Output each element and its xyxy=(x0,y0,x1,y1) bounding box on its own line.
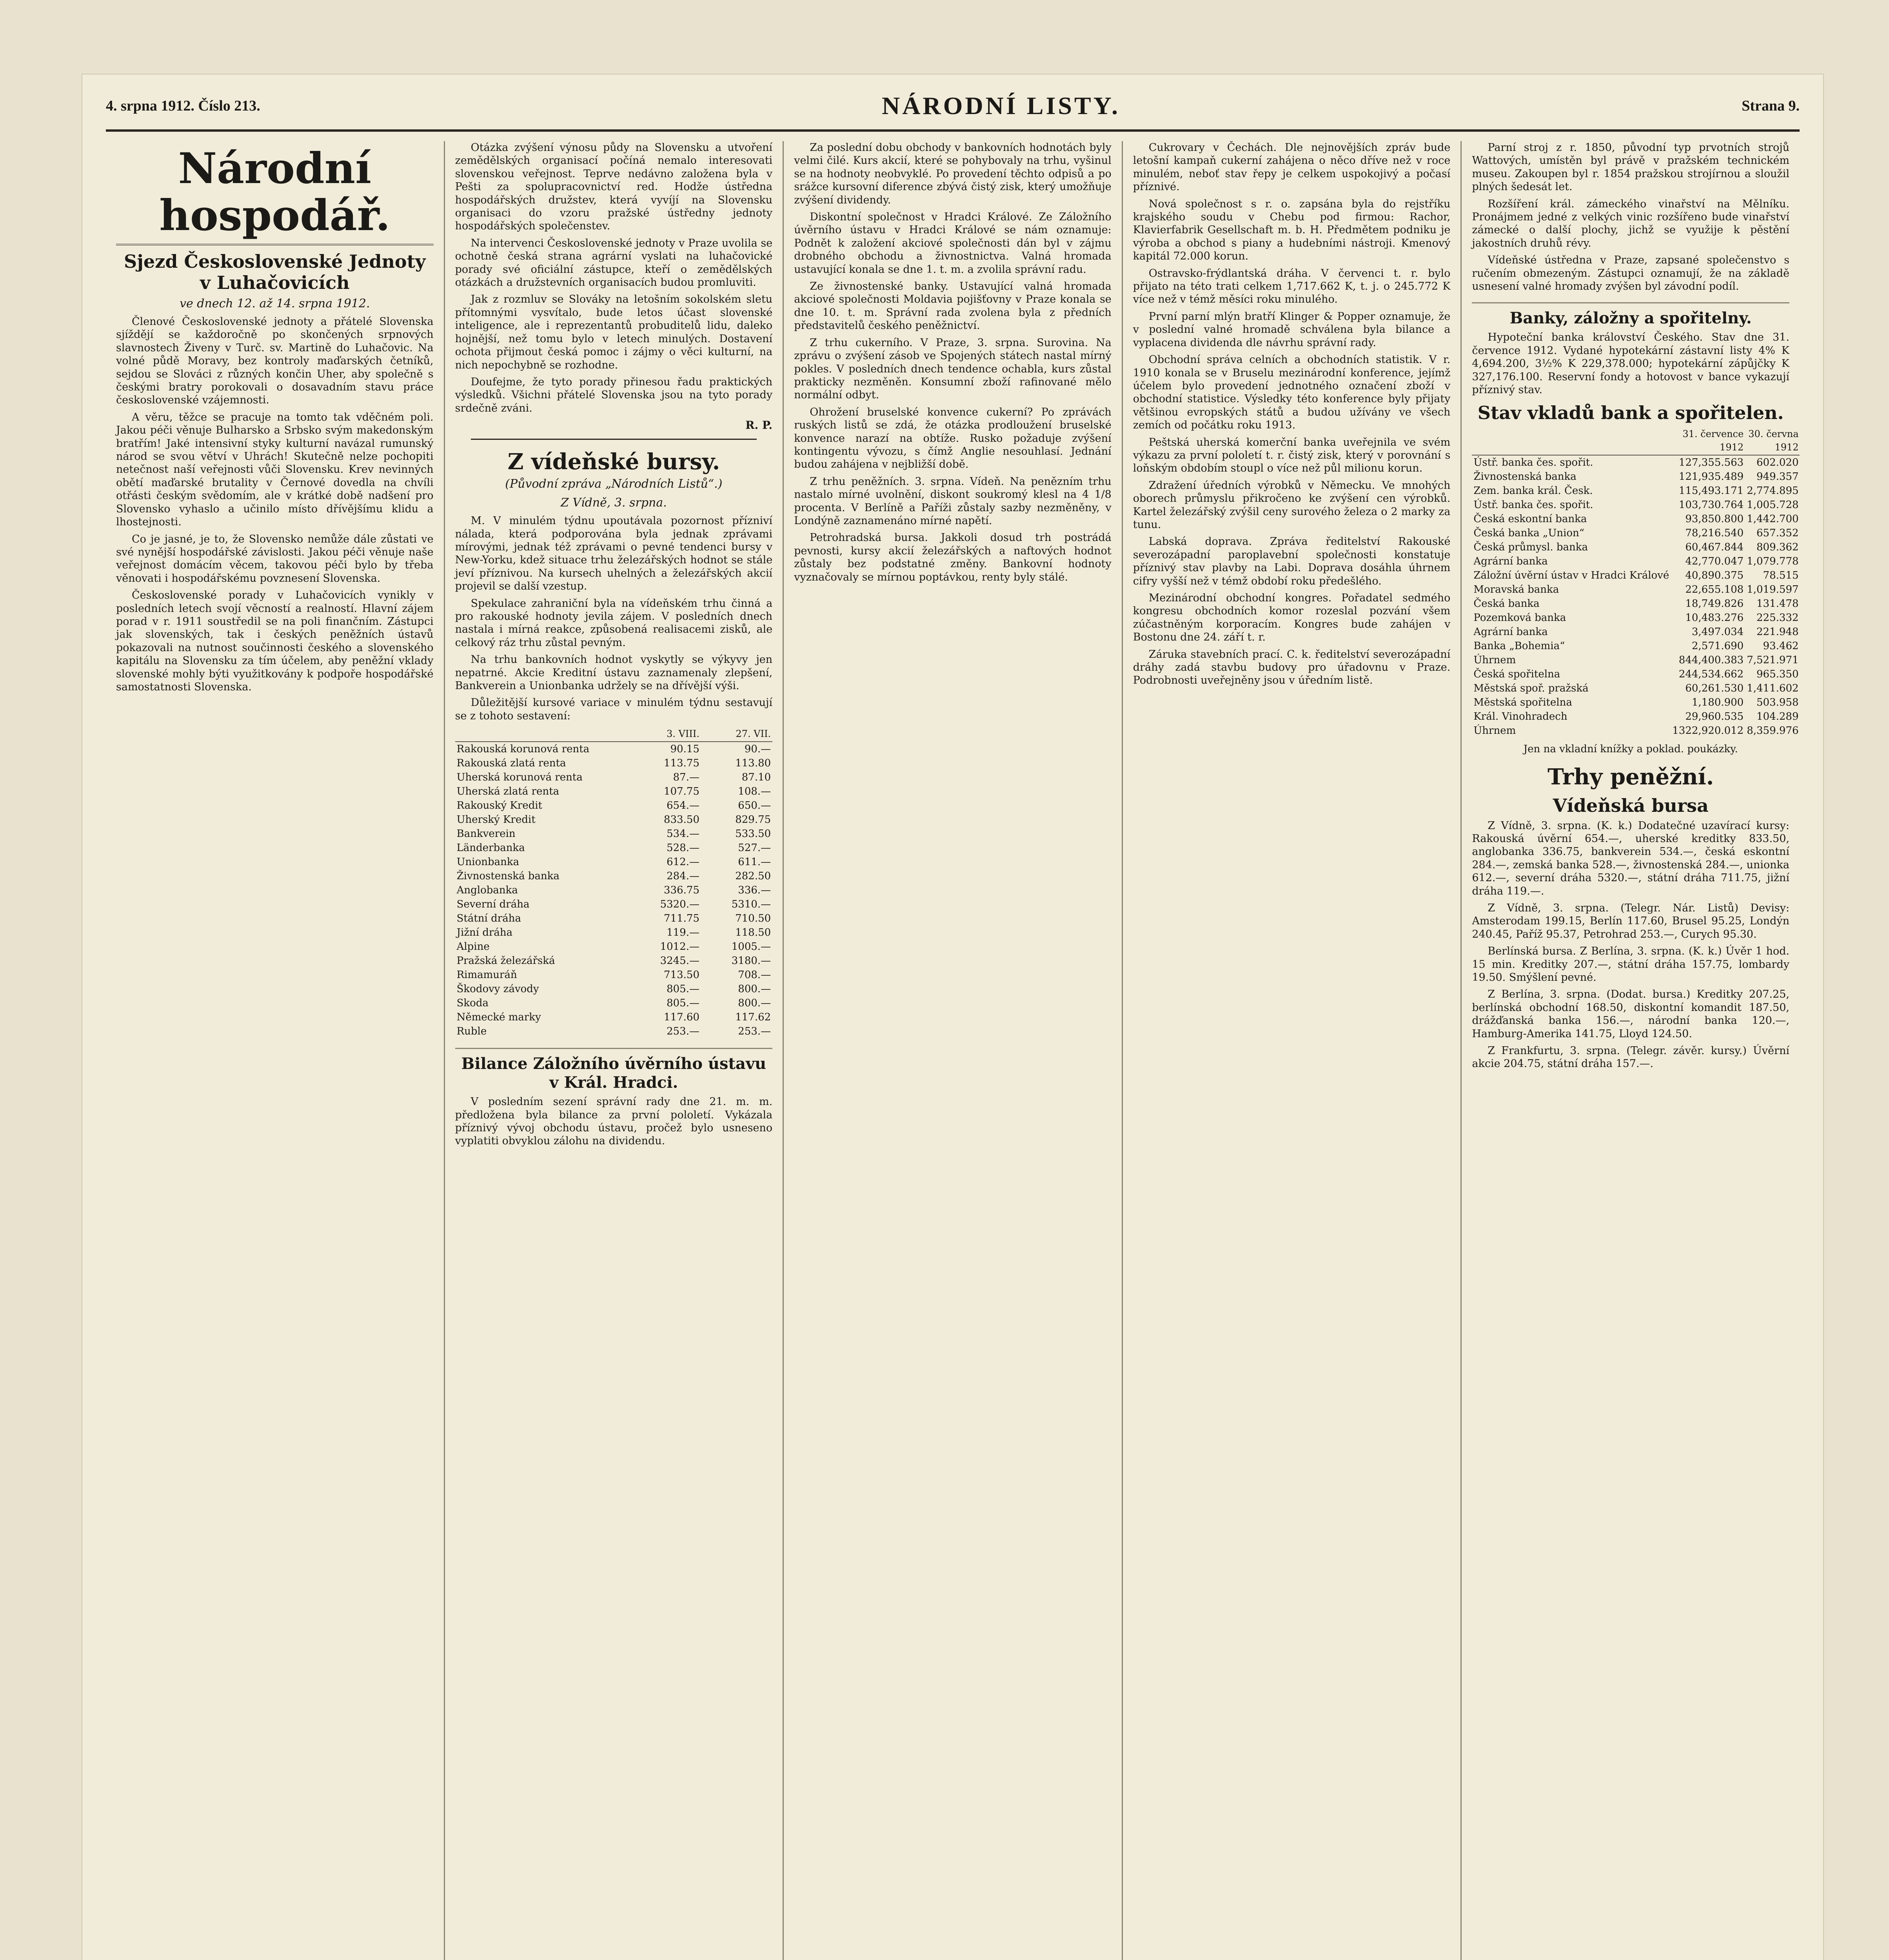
table-cell: Česká průmysl. banka xyxy=(1473,541,1588,553)
table-cell: 3,497.034 xyxy=(1691,626,1744,638)
table-row xyxy=(1472,653,1800,667)
table-row xyxy=(1472,554,1800,568)
table-row xyxy=(1472,583,1800,597)
table-cell: 1,079.778 xyxy=(1747,555,1799,567)
table-cell: 534.— xyxy=(667,828,700,840)
columns xyxy=(106,141,1800,1960)
table-cell: 708.— xyxy=(738,969,771,981)
article-paragraph: Otázka zvýšení výnosu půdy na Slovensku a utvoření zemědělských organisací počíná nemalo interesovati slovenskou veřejnost. Teprve nedávno založena byla v Pešti za spolupracovnictví red. Hodže ústředna hospodářských družstev, která vyvíjí na Slovensku organisaci do vzoru pražské ústředny jednoty hospodářských společenstev. xyxy=(455,142,773,232)
article-paragraph: Ze živnostenské banky. Ustavující valná hromada akciové společnosti Moldavia pojišťovny v Praze konala se dne 10. t. m. Správní rada zvolena byla z předních představitelů českého peněžnictví. xyxy=(794,280,1112,332)
table-title: Stav vkladů bank a spořitelen. xyxy=(1477,402,1784,423)
table-cell: Ústř. banka čes. spořit. xyxy=(1473,499,1593,511)
table-cell: 654.— xyxy=(667,800,700,812)
table-cell: 282.50 xyxy=(735,870,771,882)
section-rubric: Národní hospodář. xyxy=(116,145,434,245)
table-cell: 800.— xyxy=(738,983,771,995)
article-paragraph: Jak z rozmluv se Slováky na letošním sokolském sletu přítomnými vysvítalo, bude letos účast slovenské inteligence, ale i reprezentantů probuditelů lidu, daleko hojnější, než tomu bylo v letech minulých. Dostavení ochota přijmout česká pomoc i zájmy o věci kulturní, na nich nepochybně se rozhodne. xyxy=(455,293,773,371)
table-row xyxy=(455,770,773,784)
table-cell: 131.478 xyxy=(1756,597,1799,610)
table-cell: 1,411.602 xyxy=(1747,682,1799,694)
table-cell: 833.50 xyxy=(664,814,700,826)
table-cell: Banka „Bohemia“ xyxy=(1473,640,1565,652)
table-row xyxy=(1472,498,1800,512)
article-paragraph: Z Frankfurtu, 3. srpna. (Telegr. závěr. kursy.) Úvěrní akcie 204.75, státní dráha 157.—. xyxy=(1472,1045,1789,1070)
article-paragraph: Na intervenci Československé jednoty v Praze uvolila se ochotně česká strana agrární vyslati na luhačovické porady své oficiální zástupce, kteří o zemědělských otázkách a družstevních organisacích budou promluviti. xyxy=(455,237,773,289)
table-cell: Živnostenská banka xyxy=(1473,470,1577,483)
table-cell: Agrární banka xyxy=(1473,555,1548,567)
table-cell: 2,571.690 xyxy=(1691,640,1744,652)
table-row xyxy=(455,940,773,954)
table-cell: 90.— xyxy=(744,743,771,755)
section-title: Trhy peněžní. xyxy=(1548,764,1714,790)
table-row xyxy=(455,996,773,1010)
table-cell: Škodovy závody xyxy=(456,983,539,995)
table-cell: 103,730.764 xyxy=(1678,499,1744,511)
table-cell: 93.462 xyxy=(1763,640,1799,652)
page-number: Strana 9. xyxy=(1742,98,1800,114)
table-cell: 93,850.800 xyxy=(1685,513,1744,525)
table-cell: Státní dráha xyxy=(456,913,521,925)
table-cell: 805.— xyxy=(667,983,700,995)
table-row xyxy=(455,954,773,968)
table-cell: 60,467.844 xyxy=(1685,541,1744,553)
table-row xyxy=(1472,568,1800,583)
table-header: 3. VIII. xyxy=(630,726,701,742)
table-row xyxy=(455,968,773,982)
article-paragraph: Záruka stavebních prací. C. k. ředitelství severozápadní dráhy zadá stavbu budovy pro úřadovnu v Praze. Podrobnosti uveřejněny jsou v úředním listě. xyxy=(1133,648,1451,687)
table-cell: 336.— xyxy=(738,884,771,897)
table-row xyxy=(455,1024,773,1038)
table-header-row xyxy=(455,726,773,742)
table-cell: Městská spořitelna xyxy=(1473,696,1572,708)
article-paragraph: Doufejme, že tyto porady přinesou řadu praktických výsledků. Všichni přátelé Slovenska jsou na tyto porady srdečně zváni. xyxy=(455,376,773,414)
table-cell: 1005.— xyxy=(731,941,771,953)
table-cell: Anglobanka xyxy=(456,884,518,897)
column-4 xyxy=(1123,141,1462,1960)
article-paragraph: V posledním sezení správní rady dne 21. m. m. předložena byla bilance za první pololetí. Vykázala příznivý vývoj obchodu ústavu, pročež bylo usneseno vyplatiti obvyklou zálohu na dividendu. xyxy=(455,1096,773,1147)
table-cell: 119.— xyxy=(667,927,700,939)
table-cell: 3180.— xyxy=(731,955,771,967)
table-cell: 805.— xyxy=(667,997,700,1009)
article-paragraph: Členové Československé jednoty a přátelé Slovenska sjíždějí se každoročně po skončených srpnových slavnostech Živeny v Turč. sv. Martině do Luhačovic. Na volné půdě Moravy, bez kontroly maďarských četníků, sejdou se Slováci z různých končin Uher, aby společně s českými bratry porokovali o dosavadním stavu práce československé vzájemnosti. xyxy=(116,316,434,407)
article-paragraph: Obchodní správa celních a obchodních statistik. V r. 1910 konala se v Bruselu mezinárodní konference, jejímž účelem bylo provedení jednotného označení zboží v obchodní statistice. Výsledky této konference byly přijaty většinou evropských států a budou užívány ve všech zemích od počátku roku 1913. xyxy=(1133,354,1451,432)
table-cell: 87.10 xyxy=(741,771,771,784)
article-paragraph: Parní stroj z r. 1850, původní typ prvotních strojů Wattových, umístěn byl právě v pražském technickém museu. Zakoupen byl r. 1854 pražskou strojírnou a sloužil plných šedesát let. xyxy=(1472,142,1789,193)
newspaper-page xyxy=(82,74,1823,1960)
table-cell: 5320.— xyxy=(660,898,700,911)
article-paragraph: Z trhu cukerního. V Praze, 3. srpna. Surovina. Na zprávu o zvýšení zásob ve Spojených státech nastal mírný pokles. V posledních dnech tendence ochabla, kurs zůstal prakticky nezměněn. Konsumní zboží rafinované mělo normální odbyt. xyxy=(794,336,1112,401)
table-row xyxy=(1472,724,1800,738)
article-subtitle: ve dnech 12. až 14. srpna 1912. xyxy=(180,297,370,310)
table-footnote: Jen na vkladní knížky a poklad. poukázky. xyxy=(1523,743,1738,755)
table-cell: 1,019.597 xyxy=(1747,583,1799,595)
table-row xyxy=(1472,526,1800,540)
article-paragraph: Hypoteční banka království Českého. Stav dne 31. července 1912. Vydané hypotekární zástavní listy 4% K 4,694.200, 3½% K 229,378.000; hypotekární zápůjčky K 327,176.100. Reservní fondy a hotovost v bance vykazují příznivý stav. xyxy=(1472,331,1789,396)
table-cell: 78.515 xyxy=(1763,569,1799,581)
table-row xyxy=(1472,639,1800,653)
table-cell: 650.— xyxy=(738,800,771,812)
table-cell: Pražská železářská xyxy=(456,955,555,967)
table-row xyxy=(1472,611,1800,625)
table-cell: 800.— xyxy=(738,997,771,1009)
column-1 xyxy=(106,141,445,1960)
article-paragraph: Za poslední dobu obchody v bankovních hodnotách byly velmi čilé. Kurs akcií, které se pohybovaly na trhu, vyšinul se na hodnoty neobvyklé. Po provedení těchto odpisů a po srážce kursovní diference zbývá čistý zisk, který umožňuje zvýšení dividendy. xyxy=(794,142,1112,206)
article-paragraph: Z trhu peněžních. 3. srpna. Vídeň. Na penězním trhu nastalo mírné uvolnění, diskont soukromý klesl na 4 1/8 procenta. V Berlíně a Paříži zůstaly sazby nezměněny, v Londýně zaznamenáno mírné napětí. xyxy=(794,475,1112,527)
table-cell: 221.948 xyxy=(1756,626,1799,638)
table-cell: Městská spoř. pražská xyxy=(1473,682,1589,694)
table-row xyxy=(455,869,773,883)
table-cell: Rakouský Kredit xyxy=(456,800,543,812)
article-paragraph: Československé porady v Luhačovicích vynikly v posledních letech svojí věcností a realností. Hlavní zájem porad v r. 1911 soustředil se na poli finančním. Zástupci jak slovenských, tak i českých peněžních ústavů pokazovali na nutnost součinnosti českého a slovenského kapitálu na Slovensku za tím účelem, aby peněžní vklady slovenské mohly býti využitkovány k podpoře hospodářské samostatnosti Slovenska. xyxy=(116,589,434,693)
table-cell: Länderbanka xyxy=(456,842,525,854)
table-cell: 527.— xyxy=(738,842,771,854)
table-cell: 8,359.976 xyxy=(1747,724,1799,737)
table-row xyxy=(1472,597,1800,611)
table-cell: 10,483.276 xyxy=(1685,612,1744,624)
table-row xyxy=(455,897,773,911)
table-caption: Důležitější kursové variace v minulém týdnu sestavují se z tohoto sestavení: xyxy=(455,697,773,722)
deposits-table xyxy=(1472,426,1800,738)
table-cell: 244,534.662 xyxy=(1678,668,1744,680)
article-paragraph: Zdražení úředních výrobků v Německu. Ve mnohých oborech průmyslu přikročeno ke zvýšení cen výrobků. Kartel železářský zvýšil ceny surového železa o 2 marky za tunu. xyxy=(1133,479,1451,531)
table-row xyxy=(1472,484,1800,498)
table-cell: 713.50 xyxy=(664,969,700,981)
table-cell: 1,442.700 xyxy=(1747,513,1799,525)
table-cell: Česká spořitelna xyxy=(1473,668,1560,680)
table-cell: 117.60 xyxy=(664,1011,700,1024)
table-cell: Agrární banka xyxy=(1473,626,1548,638)
table-cell: Bankverein xyxy=(456,828,516,840)
table-row xyxy=(455,1010,773,1024)
price-table xyxy=(455,726,773,1038)
table-cell: Zem. banka král. Česk. xyxy=(1473,485,1593,497)
dateline: Z Vídně, 3. srpna. xyxy=(560,496,667,510)
table-row xyxy=(1472,470,1800,484)
table-cell: 18,749.826 xyxy=(1685,597,1744,610)
table-cell: 90.15 xyxy=(670,743,700,755)
table-row xyxy=(455,742,773,756)
table-cell: 40,890.375 xyxy=(1685,569,1744,581)
table-header: 31. července 1912 xyxy=(1671,426,1745,455)
article-paragraph: Na trhu bankovních hodnot vyskytly se výkyvy jen nepatrné. Akcie Kreditní ústavu zaznamenaly zlepšení, Bankverein a Unionbanka udržely se na dřívější výši. xyxy=(455,653,773,692)
article-paragraph: Rozšíření král. zámeckého vinařství na Mělníku. Pronájmem jedné z velkých vinic rozšířeno bude vinařství zámecké o další plochy, jichž se využije k pěstění jakostních druhů révy. xyxy=(1472,198,1789,249)
table-cell: 602.020 xyxy=(1756,456,1799,468)
table-cell: Ruble xyxy=(456,1025,487,1038)
table-header xyxy=(1472,426,1671,455)
table-cell: 7,521.971 xyxy=(1747,654,1799,666)
table-cell: 1322,920.012 xyxy=(1672,724,1744,737)
table-header: 30. června 1912 xyxy=(1745,426,1800,455)
table-row xyxy=(455,813,773,827)
article-paragraph: První parní mlýn bratří Klinger & Popper oznamuje, že v poslední valné hromadě schválena byla bilance a vyplacena dividenda dle návrhu správní rady. xyxy=(1133,310,1451,349)
table-row xyxy=(1472,540,1800,554)
table-cell: 225.332 xyxy=(1756,612,1799,624)
table-cell: 42,770.047 xyxy=(1685,555,1744,567)
table-cell: Uherská zlatá renta xyxy=(456,786,559,798)
table-cell: 809.362 xyxy=(1756,541,1799,553)
table-cell: Unionbanka xyxy=(456,856,519,868)
table-cell: 117.62 xyxy=(735,1011,771,1024)
table-cell: 711.75 xyxy=(664,913,700,925)
table-cell: 528.— xyxy=(667,842,700,854)
table-cell: 3245.— xyxy=(660,955,700,967)
table-cell: Úhrnem xyxy=(1473,724,1516,737)
author-signature: R. P. xyxy=(745,419,773,432)
table-cell: 336.75 xyxy=(664,884,700,897)
table-row xyxy=(1472,710,1800,724)
table-cell: 115,493.171 xyxy=(1678,485,1744,497)
table-cell: Skoda xyxy=(456,997,489,1009)
table-cell: 60,261.530 xyxy=(1685,682,1744,694)
table-cell: Moravská banka xyxy=(1473,583,1559,595)
table-row xyxy=(1472,667,1800,681)
divider xyxy=(471,439,757,440)
table-row xyxy=(455,982,773,996)
table-row xyxy=(1472,681,1800,695)
table-cell: Živnostenská banka xyxy=(456,870,559,882)
table-cell: 657.352 xyxy=(1756,527,1799,539)
article-paragraph: Peštská uherská komerční banka uveřejnila ve svém výkazu za první pololetí t. r. čistý zisk, který v porovnání s loňským obdobím stoupl o více než půl milionu korun. xyxy=(1133,436,1451,475)
table-cell: Záložní úvěrní ústav v Hradci Králové xyxy=(1473,569,1669,581)
table-cell: 253.— xyxy=(738,1025,771,1038)
table-cell: 113.75 xyxy=(664,757,700,769)
table-cell: Severní dráha xyxy=(456,898,530,911)
table-cell: Česká banka xyxy=(1473,597,1540,610)
table-cell: 611.— xyxy=(738,856,771,868)
column-2 xyxy=(445,141,784,1960)
table-cell: 108.— xyxy=(738,786,771,798)
section-title: Z vídeňské bursy. xyxy=(507,449,720,475)
table-cell: 829.75 xyxy=(735,814,771,826)
table-row xyxy=(455,911,773,926)
table-row xyxy=(455,799,773,813)
section-subtitle: Vídeňská bursa xyxy=(1553,795,1709,816)
table-cell: 2,774.895 xyxy=(1747,485,1799,497)
table-cell: 113.80 xyxy=(735,757,771,769)
table-cell: 284.— xyxy=(667,870,700,882)
article-paragraph: Ostravsko-frýdlantská dráha. V červenci t. r. bylo přijato na této trati celkem 1,717.662 K, t. j. o 245.772 K více než v témž měsíci roku minulého. xyxy=(1133,267,1451,306)
article-title: Bilance Záložního úvěrního ústavu v Král. Hradci. xyxy=(455,1048,773,1092)
table-cell: Německé marky xyxy=(456,1011,541,1024)
article-paragraph: Ohrožení bruselské konvence cukerní? Po zprávách ruských listů se zdá, že otázka prodloužení bruselské konvence narazí na obtíže. Rusko požaduje zvýšení kontingentu vývozu, s čímž Anglie nesouhlasí. Jednání budou zahájena v nejbližší době. xyxy=(794,406,1112,471)
table-header-row xyxy=(1472,426,1800,455)
table-row xyxy=(1472,695,1800,710)
table-row xyxy=(455,855,773,869)
table-cell: Rakouská zlatá renta xyxy=(456,757,566,769)
table-row xyxy=(455,883,773,897)
article-paragraph: Labská doprava. Zpráva ředitelství Rakouské severozápadní paroplavební společnosti konstatuje příznivý stav plavby na Labi. Doprava dosáhla úhrnem cifry vyšší než v témž období roku předešlého. xyxy=(1133,535,1451,587)
table-cell: 949.357 xyxy=(1756,470,1799,483)
issue-date: 4. srpna 1912. Číslo 213. xyxy=(106,98,260,114)
table-cell: Uherský Kredit xyxy=(456,814,536,826)
table-cell: Král. Vinohradech xyxy=(1473,710,1568,722)
table-cell: 118.50 xyxy=(735,927,771,939)
table-row xyxy=(1472,455,1800,470)
table-row xyxy=(1472,625,1800,639)
table-cell: 22,655.108 xyxy=(1685,583,1744,595)
table-cell: Ústř. banka čes. spořit. xyxy=(1473,456,1593,468)
article-paragraph: Mezinárodní obchodní kongres. Pořadatel sedmého kongresu obchodních komor rozeslal pozvání všem zúčastněným korporacím. Kongres bude zahájen v Bostonu dne 24. září t. r. xyxy=(1133,592,1451,644)
table-cell: 253.— xyxy=(667,1025,700,1038)
article-paragraph: Spekulace zahraniční byla na vídeňském trhu činná a pro rakouské hodnoty jevila zájem. V posledních dnech nastala i mírná reakce, způsobená realisacemi zisků, ale celkový ráz trhu zůstal pevným. xyxy=(455,597,773,649)
article-paragraph: Co je jasné, je to, že Slovensko nemůže dále zůstati ve své nynější hospodářské závislosti. Jakou péči věnuje naše veřejnost domácím věcem, takovou péči bylo by třeba věnovati i hospodářskému povznesení Slovenska. xyxy=(116,533,434,584)
column-5 xyxy=(1462,141,1800,1960)
table-cell: 5310.— xyxy=(731,898,771,911)
article-title: Sjezd Československé Jednoty v Luhačovicích xyxy=(124,251,426,293)
table-cell: Úhrnem xyxy=(1473,654,1516,666)
article-paragraph: Cukrovary v Čechách. Dle nejnovějších zpráv bude letošní kampaň cukerní zahájena o něco dříve než v roce minulém, neboť stav řepy je celkem uspokojivý a počasí příznivé. xyxy=(1133,142,1451,193)
table-cell: 29,960.535 xyxy=(1685,710,1744,722)
table-cell: Uherská korunová renta xyxy=(456,771,583,784)
table-cell: 1012.— xyxy=(660,941,700,953)
article-paragraph: Z Vídně, 3. srpna. (Telegr. Nár. Listů) Devisy: Amsterodam 199.15, Berlín 117.60, Brusel 95.25, Londýn 240.45, Paříž 95.37, Petrohrad 253.—, Curych 95.30. xyxy=(1472,902,1789,940)
section-title: Banky, záložny a spořitelny. xyxy=(1472,302,1789,328)
table-row xyxy=(455,756,773,770)
article-paragraph: Diskontní společnost v Hradci Králové. Ze Záložního úvěrního ústavu v Hradci Králové se nám oznamuje: Podnět k založení akciové společnosti dán byl v zájmu drobného obchodu a živnostnictva. Valná hromada ustavující konala se dne 1. t. m. a zvolila správní radu. xyxy=(794,211,1112,276)
table-cell: Česká eskontní banka xyxy=(1473,513,1587,525)
table-cell: 533.50 xyxy=(735,828,771,840)
table-cell: Alpine xyxy=(456,941,490,953)
table-cell: 612.— xyxy=(667,856,700,868)
table-cell: 127,355.563 xyxy=(1678,456,1744,468)
table-cell: 104.289 xyxy=(1756,710,1799,722)
table-header xyxy=(455,726,630,742)
table-cell: Rakouská korunová renta xyxy=(456,743,590,755)
table-cell: 107.75 xyxy=(664,786,700,798)
table-cell: Pozemková banka xyxy=(1473,612,1566,624)
table-row xyxy=(455,827,773,841)
article-paragraph: Z Vídně, 3. srpna. (K. k.) Dodatečné uzavírací kursy: Rakouská úvěrní 654.—, uherské kreditky 833.50, anglobanka 336.75, bankverein 534.—, česká eskontní 284.—, zemská banka 528.—, živnostenská 284.—, unionka 612.—, severní dráha 5320.—, státní dráha 711.75, jižní dráha 119.—. xyxy=(1472,819,1789,897)
table-cell: 121,935.489 xyxy=(1678,470,1744,483)
article-paragraph: Vídeňské ústředna v Praze, zapsané společenstvo s ručením obmezeným. Zástupci oznamují, že na základě usnesení valné hromady zvýšen byl závodní podíl. xyxy=(1472,254,1789,293)
table-cell: 503.958 xyxy=(1756,696,1799,708)
table-header: 27. VII. xyxy=(701,726,772,742)
table-cell: 78,216.540 xyxy=(1685,527,1744,539)
table-cell: 87.— xyxy=(673,771,700,784)
newspaper-title: NÁRODNÍ LISTY. xyxy=(881,92,1120,120)
table-row xyxy=(455,784,773,799)
table-cell: 965.350 xyxy=(1756,668,1799,680)
article-paragraph: Berlínská bursa. Z Berlína, 3. srpna. (K. k.) Úvěr 1 hod. 15 min. Kreditky 207.—, státní dráha 157.75, lombardy 19.50. Smýšlení pevné. xyxy=(1472,945,1789,984)
article-paragraph: Nová společnost s r. o. zapsána byla do rejstříku krajského soudu v Chebu pod firmou: Rachor, Klavierfabrik Gesellschaft m. b. H. Předmětem podniku je výroba a obchod s piany a hudebními nástroji. Kmenový kapitál 72.000 korun. xyxy=(1133,198,1451,263)
table-cell: 1,180.900 xyxy=(1691,696,1744,708)
table-row xyxy=(455,926,773,940)
section-subtitle: (Původní zpráva „Národních Listů“.) xyxy=(505,477,723,491)
table-row xyxy=(1472,512,1800,526)
table-cell: Jižní dráha xyxy=(456,927,513,939)
article-paragraph: A věru, těžce se pracuje na tomto tak vděčném poli. Jakou péči věnuje Bulharsko a Srbsko svým makedonským bratřím! Jaké intensivní styky kulturní navázal rumunský národ se svou větví v Uhrách! Skutečně nelze pochopiti netečnost naší veřejnosti vůči Slovensku. Krev nevinných obětí maďarské brutality v Černové dovedla na chvíli otřásti českým svědomím, ale v krátké době nadšení pro Slovensko vyhaslo a učinilo místo dřívějšímu klidu a lhostejnosti. xyxy=(116,411,434,528)
table-cell: 1,005.728 xyxy=(1747,499,1799,511)
column-3 xyxy=(784,141,1123,1960)
table-cell: Rimamuráň xyxy=(456,969,517,981)
table-row xyxy=(455,841,773,855)
article-paragraph: M. V minulém týdnu upoutávala pozornost přízniví nálada, která podporována byla jednak zprávami mírovými, jednak též zprávami o pevné tendenci bursy v New-Yorku, kdež situace trhu železářských hodnot se stále jeví příznivou. Na kursech uhelných a železářských akcií projevil se další vzestup. xyxy=(455,515,773,593)
article-paragraph: Petrohradská bursa. Jakkoli dosud trh postrádá pevnosti, kursy akcií železářských a naftových hodnot zůstaly bez podstatné změny. Bankovní hodnoty vyznačovaly se mírnou poptávkou, renty byly stálé. xyxy=(794,532,1112,583)
article-paragraph: Z Berlína, 3. srpna. (Dodat. bursa.) Kreditky 207.25, berlínská obchodní 168.50, diskontní komandit 187.50, drážďanská banka 156.—, národní banka 120.—, Hamburg-Amerika 141.75, Lloyd 124.50. xyxy=(1472,988,1789,1040)
table-cell: 844,400.383 xyxy=(1678,654,1744,666)
table-cell: Česká banka „Union“ xyxy=(1473,527,1585,539)
masthead xyxy=(106,82,1800,132)
table-cell: 710.50 xyxy=(735,913,771,925)
